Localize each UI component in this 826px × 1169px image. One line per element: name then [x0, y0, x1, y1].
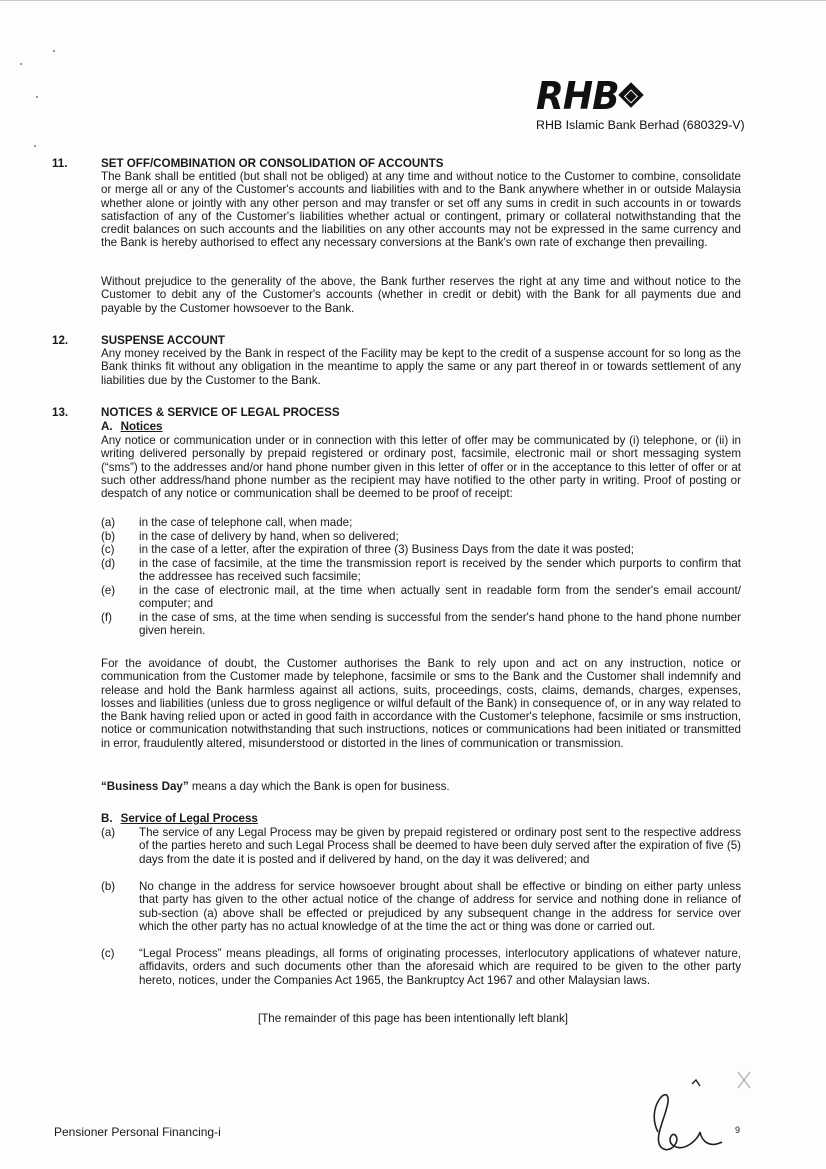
rhb-logo [536, 76, 746, 136]
list-item-text: in the case of electronic mail, at the time when actually sent in readable form from the sender's email account/ computer; and [139, 584, 741, 611]
list-item-marker: (d) [101, 557, 116, 570]
scan-edge [0, 0, 826, 1]
section-13-number: 13. [52, 406, 69, 419]
service-title: Service of Legal Process [120, 812, 258, 825]
list-item-text: The service of any Legal Process may be given by prepaid registered or ordinary post sent to the respective address of the parties hereto and such Legal Process shall be deemed to have been duly served after the expiration of five (5) days from the date it is posted and if delivered by hand, on the day it was delivered; and [139, 826, 741, 866]
section-12-title: SUSPENSE ACCOUNT [101, 334, 225, 347]
blank-page-note: [The remainder of this page has been intentionally left blank] [257, 1012, 568, 1025]
list-item-text: in the case of telephone call, when made; [139, 516, 353, 529]
section-12-number: 12. [52, 334, 69, 347]
list-item-text: in the case of delivery by hand, when so delivered; [139, 530, 399, 543]
list-item-marker: (b) [101, 880, 116, 893]
signature-mark [640, 1062, 780, 1162]
service-heading [101, 812, 258, 825]
footer-product-name: Pensioner Personal Financing-i [54, 1125, 221, 1139]
section-11-paragraph-1: The Bank shall be entitled (but shall not be obliged) at any time and without notice to the Customer to combine, consolidate or merge all or any of the Customer's accounts and liabilities with and to the Bank anywhere whether in or outside Malaysia whether alone or jointly with any other person and may transfer or set off any sums in credit in such accounts in or towards satisfaction of any of the Customer's liabilities whether actual or contingent, primary or collateral notwithstanding that the credit balances on such accounts and the liabilities on any other accounts may not be expressed in the same currency and the Bank is hereby authorised to effect any necessary conversions at the Bank's own rate of exchange then prevailing. [101, 170, 741, 250]
list-item-marker: (e) [101, 584, 116, 597]
section-13-title: NOTICES & SERVICE OF LEGAL PROCESS [101, 406, 340, 419]
scan-speck [36, 96, 38, 98]
list-item-marker: (a) [101, 516, 116, 529]
notices-label: A. [101, 420, 113, 433]
service-label: B. [101, 812, 113, 825]
section-12-paragraph: Any money received by the Bank in respect of the Facility may be kept to the credit of a suspense account for so long as the Bank thinks fit without any obligation in the meantime to apply the same or any part thereof in or towards settlement of any liabilities due by the Customer to the Bank. [101, 347, 741, 387]
notices-intro: Any notice or communication under or in connection with this letter of offer may be communicated by (i) telephone, or (ii) in writing delivered personally by prepaid registered or ordinary post, facsimile, electronic mail or short messaging system (“sms”) to the addresses and/or hand phone number given in this letter of offer or in the acceptance to this letter of offer or at such other address/hand phone number as the recipient may have notified to the other party in writing. Proof of posting or despatch of any notice or communication shall be deemed to be proof of receipt: [101, 434, 741, 501]
section-11-number: 11. [52, 157, 68, 170]
list-item-marker: (f) [101, 611, 112, 624]
business-day-text: means a day which the Bank is open for business. [188, 780, 450, 793]
list-item-text: in the case of sms, at the time when sending is successful from the sender's hand phone to the hand phone number given herein. [139, 611, 741, 638]
notices-paragraph-2: For the avoidance of doubt, the Customer authorises the Bank to rely upon and act on any instruction, notice or communication from the Customer made by telephone, facsimile or sms to the Bank and the Customer shall indemnify and release and hold the Bank harmless against all actions, suits, proceedings, costs, claims, demands, charges, expenses, losses and liabilities (unless due to gross negligence or wilful default of the Bank) in consequence of, or in any way related to the Bank having relied upon or acted in good faith in accordance with the Customer's telephone, facsimile or sms instruction, notice or communication notwithstanding that such instructions, notices or communications had been initiated or transmitted in error, fraudulently altered, misunderstood or distorted in the lines of communication or transmission. [101, 657, 741, 750]
section-11-title: SET OFF/COMBINATION OR CONSOLIDATION OF ACCOUNTS [101, 157, 444, 170]
scan-speck [53, 50, 55, 52]
scan-speck [34, 145, 36, 147]
list-item-marker: (a) [101, 826, 116, 839]
scan-speck [20, 63, 22, 65]
company-name: RHB Islamic Bank Berhad (680329-V) [536, 118, 745, 132]
diamond-icon [618, 82, 643, 107]
page-number: 9 [735, 1125, 741, 1135]
business-day-term: “Business Day” [101, 780, 189, 793]
list-item-text: “Legal Process” means pleadings, all forms of originating processes, interlocutory applications of whatever nature, affidavits, orders and such documents other than the aforesaid which are required to be given to the other party hereto, notices, under the Companies Act 1965, the Bankruptcy Act 1967 and other Malaysian laws. [139, 947, 741, 987]
logo-wordmark: RHB [536, 74, 619, 118]
notices-title: Notices [120, 420, 163, 433]
list-item-text: No change in the address for service howsoever brought about shall be effective or binding on either party unless that party has given to the other actual notice of the change of address for service and nothing done in reliance of sub-section (a) above shall be effected or prejudiced by any subsequent change in the address for service over which the other party has no actual knowledge of at the time the act or thing was done or carried out. [139, 880, 741, 933]
list-item-text: in the case of facsimile, at the time the transmission report is received by the sender which purports to confirm that the addressee has received such facsimile; [139, 557, 741, 584]
list-item-marker: (c) [101, 543, 115, 556]
notices-heading [101, 420, 162, 433]
list-item-text: in the case of a letter, after the expiration of three (3) Business Days from the date it was posted; [139, 543, 634, 556]
business-day-definition [101, 780, 741, 793]
section-11-paragraph-2: Without prejudice to the generality of the above, the Bank further reserves the right at any time and without notice to the Customer to debit any of the Customer's accounts (whether in credit or debit) with the Bank for all payments due and payable by the Customer howsoever to the Bank. [101, 275, 741, 315]
list-item-marker: (c) [101, 947, 115, 960]
list-item-marker: (b) [101, 530, 116, 543]
